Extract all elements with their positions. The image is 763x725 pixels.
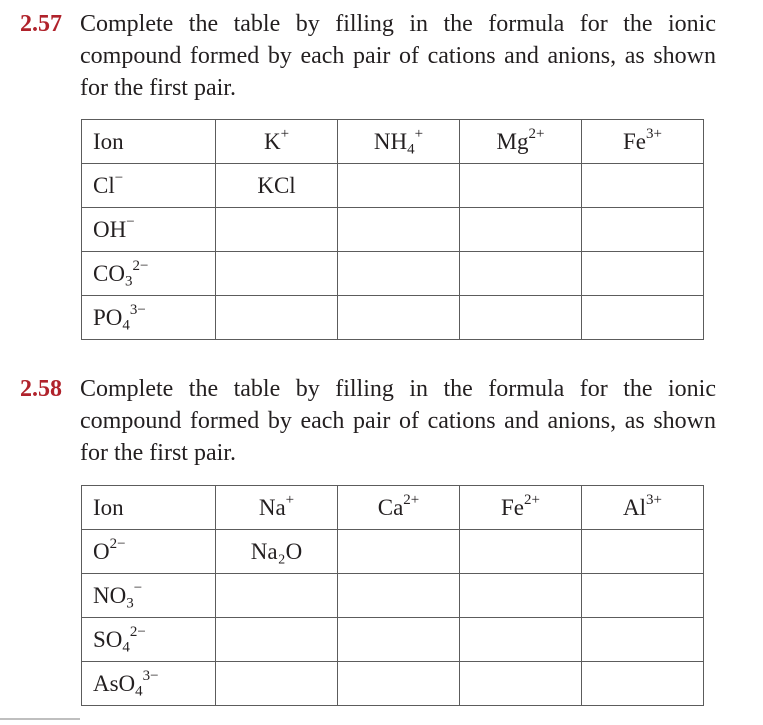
ion-base: NO [93, 582, 127, 608]
answer-cell [582, 164, 704, 208]
column-header-ion: Ion [82, 486, 216, 530]
ion-subscript: 3 [124, 273, 133, 289]
answer-cell [582, 574, 704, 618]
answer-cell [216, 662, 338, 706]
ion-charge: 2+ [528, 125, 545, 142]
ion-charge: 3− [142, 667, 159, 684]
answer-cell [338, 662, 460, 706]
problem-number: 2.57 [20, 11, 62, 37]
answer-cell [216, 208, 338, 252]
table-header-row [82, 120, 704, 164]
answer-cell [216, 296, 338, 340]
ion-base: Fe [623, 128, 647, 154]
table-header-row [82, 486, 704, 530]
anion-row-header [82, 208, 216, 252]
ion-base: Ca [377, 494, 404, 520]
cation-formula [623, 491, 662, 520]
cation-formula [496, 125, 545, 154]
answer-cell [338, 296, 460, 340]
cation-header [216, 486, 338, 530]
anion-row-header [82, 530, 216, 574]
cation-formula [377, 491, 420, 520]
answer-cell [338, 208, 460, 252]
cation-header [582, 120, 704, 164]
anion-formula [93, 667, 159, 699]
answer-cell [460, 662, 582, 706]
anion-row-header [82, 574, 216, 618]
ion-charge: − [114, 169, 124, 186]
answer-cell [216, 574, 338, 618]
ion-charge: 2+ [524, 491, 540, 508]
anion-formula [93, 623, 146, 655]
anion-formula [93, 579, 143, 611]
table-row [82, 164, 704, 208]
ion-base: SO [93, 626, 123, 652]
ion-base: K [263, 128, 281, 154]
ion-base: NH [373, 128, 408, 154]
ion-base: Na [258, 494, 286, 520]
answer-cell: Na₂O [216, 530, 338, 574]
anion-row-header [82, 618, 216, 662]
table-row [82, 574, 704, 618]
ion-subscript: 4 [122, 317, 130, 333]
ion-base: Mg [496, 128, 529, 154]
ion-table-2-57 [81, 119, 704, 340]
problem-statement: Complete the table by filling in the formula for the ionic compound formed by each pair of cations and anions, as shown for the first pair. [80, 376, 716, 466]
ion-charge: 3+ [646, 125, 662, 142]
table-row [82, 252, 704, 296]
ion-base: Fe [501, 494, 525, 520]
answer-cell [582, 208, 704, 252]
table-row [82, 662, 704, 706]
answer-cell [460, 164, 582, 208]
answer-cell [460, 296, 582, 340]
cation-header [460, 486, 582, 530]
ion-subscript: 4 [135, 683, 143, 699]
answer-cell [582, 530, 704, 574]
ion-base: Cl [93, 172, 115, 198]
anion-row-header [82, 662, 216, 706]
answer-cell [460, 618, 582, 662]
answer-cell [338, 164, 460, 208]
ion-charge: + [280, 125, 290, 142]
cation-formula [263, 125, 290, 154]
ion-charge: − [133, 579, 143, 596]
answer-cell [582, 252, 704, 296]
answer-cell [338, 530, 460, 574]
ion-charge: + [414, 125, 424, 142]
answer-cell [338, 574, 460, 618]
ion-charge: 3+ [646, 491, 662, 508]
page-rule [0, 718, 80, 720]
ion-charge: 2− [109, 535, 126, 552]
ion-charge: 3− [129, 301, 146, 318]
answer-cell [338, 252, 460, 296]
ion-base: AsO [93, 670, 136, 696]
ion-base: Al [623, 494, 647, 520]
ion-table-2-58 [81, 485, 704, 706]
answer-cell [582, 296, 704, 340]
column-header-ion: Ion [82, 120, 216, 164]
anion-formula [93, 257, 149, 289]
ion-charge: 2− [129, 623, 146, 640]
ion-base: CO [93, 260, 125, 286]
cation-header [338, 486, 460, 530]
ion-base: O [93, 538, 110, 564]
cation-formula [258, 491, 295, 520]
anion-row-header [82, 296, 216, 340]
cation-formula [373, 125, 424, 157]
ion-base: OH [93, 216, 127, 242]
answer-cell [582, 662, 704, 706]
ion-subscript: 3 [126, 595, 134, 611]
table-row [82, 296, 704, 340]
ion-charge: 2− [132, 257, 149, 274]
ion-subscript: 4 [122, 639, 130, 655]
answer-cell [216, 618, 338, 662]
ion-charge: + [285, 491, 295, 508]
ion-subscript: 4 [407, 141, 415, 157]
cation-header [338, 120, 460, 164]
table-row [82, 208, 704, 252]
anion-row-header [82, 252, 216, 296]
answer-cell [460, 208, 582, 252]
table-row [82, 530, 704, 574]
ion-base: PO [93, 304, 123, 330]
answer-cell [460, 574, 582, 618]
ion-charge: 2+ [403, 491, 420, 508]
anion-formula [93, 213, 135, 242]
cation-header [216, 120, 338, 164]
cation-header [460, 120, 582, 164]
answer-cell [460, 252, 582, 296]
anion-formula [93, 169, 124, 198]
answer-cell [216, 252, 338, 296]
answer-cell [460, 530, 582, 574]
anion-formula [93, 301, 146, 333]
problem-statement: Complete the table by filling in the formula for the ionic compound formed by each pair of cations and anions, as shown for the first pair. [80, 11, 716, 101]
cation-header [582, 486, 704, 530]
table-row [82, 618, 704, 662]
anion-formula [93, 535, 126, 564]
anion-row-header [82, 164, 216, 208]
answer-cell [338, 618, 460, 662]
answer-cell: KCl [216, 164, 338, 208]
ion-charge: − [126, 213, 135, 230]
cation-formula [623, 125, 662, 154]
problem-number: 2.58 [20, 376, 62, 402]
answer-cell [582, 618, 704, 662]
cation-formula [501, 491, 540, 520]
